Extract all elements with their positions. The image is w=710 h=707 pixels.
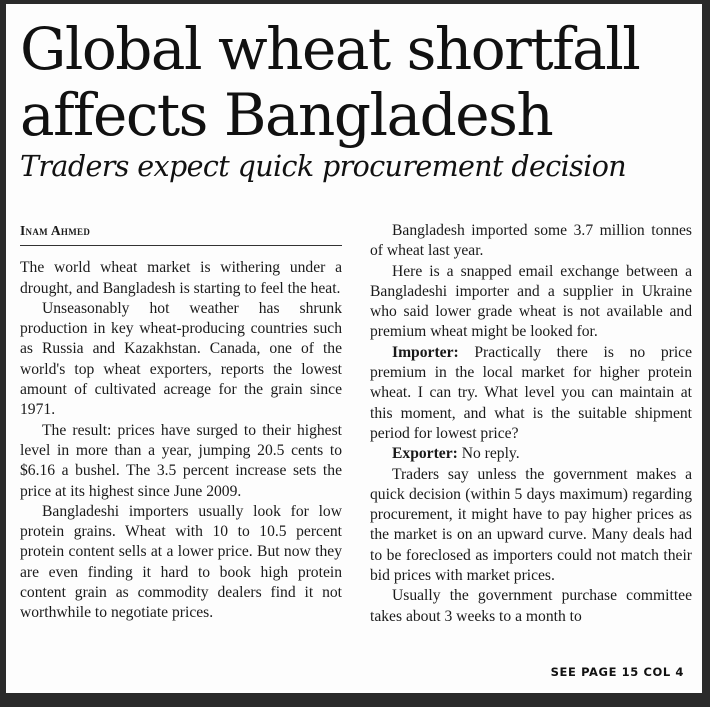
paragraph: Unseasonably hot weather has shrunk production in key wheat-producing countries such as Russia and Kazakhstan. Canada, one of the world's top wheat exporters, reports the lowest amount of cultivated acreage for the grain since 1971. — [20, 299, 342, 419]
headline-line-2: affects Bangladesh — [20, 81, 553, 149]
subheadline: Traders expect quick procurement decision — [20, 150, 627, 183]
paragraph: The result: prices have surged to their highest level in more than a year, jumping 20.5 cents to $6.16 a bushel. The 3.5 percent increase sets the price at its highest since June 2009. — [20, 421, 342, 500]
importer-text: Practically there is no price premium in the local market for higher protein wheat. I can try. What level you can maintain at this moment, and what is the suitable shipment period for lowest price? — [370, 343, 692, 442]
paragraph: Usually the government purchase committee takes about 3 weeks to a month to — [370, 587, 692, 625]
headline — [20, 16, 686, 148]
column-left — [20, 221, 342, 627]
exporter-text: No reply. — [457, 445, 520, 463]
importer-label: Importer: — [392, 343, 459, 361]
continuation-jump-line: SEE PAGE 15 COL 4 — [550, 665, 684, 679]
byline: Inam Ahmed — [20, 221, 342, 246]
exporter-label: Exporter: — [392, 445, 458, 463]
exporter-quote — [370, 444, 692, 464]
importer-quote — [370, 343, 692, 444]
headline-line-1: Global wheat shortfall — [20, 15, 640, 83]
newspaper-clipping — [6, 4, 702, 693]
paragraph: Here is a snapped email exchange between a Bangladeshi importer and a supplier in Ukraine who said lower grade wheat is not available and premium wheat might be looked for. — [370, 262, 692, 341]
paragraph: The world wheat market is withering under a drought, and Bangladesh is starting to feel the heat. — [20, 259, 342, 297]
article-body — [20, 221, 692, 627]
column-right — [370, 221, 692, 627]
paragraph: Bangladeshi importers usually look for low protein grains. Wheat with 10 to 10.5 percent protein content sells at a lower price. But now they are even finding it hard to book high protein content grain as commodity dealers find it not worthwhile to negotiate prices. — [20, 502, 342, 622]
paragraph: Traders say unless the government makes a quick decision (within 5 days maximum) regarding procurement, it might have to pay higher prices as the market is on an upward curve. Many deals had to be foreclosed as importers could not match their bid prices with market prices. — [370, 465, 692, 585]
paragraph: Bangladesh imported some 3.7 million tonnes of wheat last year. — [370, 222, 692, 260]
